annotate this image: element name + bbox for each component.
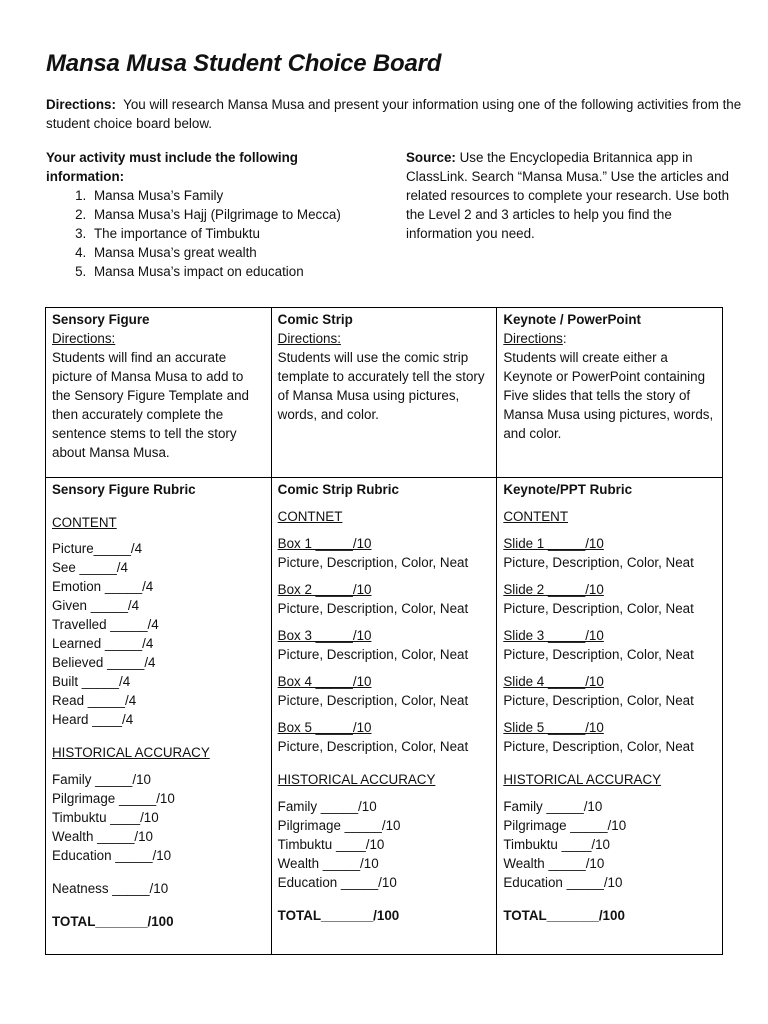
rubric-title: Sensory Figure Rubric [52,482,196,497]
rubric-item: Picture_____/4 [52,541,143,556]
option-directions-label: Directions [503,331,563,346]
rubric-comic-strip [271,478,497,955]
box-criteria: Picture, Description, Color, Neat [277,647,469,662]
rubric-item: Given _____/4 [52,598,140,613]
historical-item: Education _____/10 [277,875,397,890]
option-comic-strip [271,308,497,478]
option-directions-label: Directions: [277,331,341,346]
box-label: Box 5 _____/10 [277,720,372,735]
requirement-item: 3. The importance of Timbuktu [90,224,376,243]
rubric-item: Heard ____/4 [52,712,134,727]
rubric-item: Travelled _____/4 [52,617,159,632]
slide-label: Slide 1 _____/10 [503,536,604,551]
slide-criteria: Picture, Description, Color, Neat [503,693,694,708]
rubric-item: Believed _____/4 [52,655,156,670]
requirement-item: 5. Mansa Musa’s impact on education [90,262,376,281]
rubric-item: See _____/4 [52,560,128,575]
box-label: Box 1 _____/10 [277,536,372,551]
historical-item: Wealth _____/10 [503,856,605,871]
content-heading: CONTNET [277,509,343,524]
total-score: TOTAL_______/100 [52,914,174,929]
requirements-list [46,186,376,281]
source-label: Source: [406,150,456,165]
source-block [406,148,736,243]
historical-item: Education _____/10 [52,848,172,863]
requirements-heading: Your activity must include the following information: [46,150,298,184]
option-directions-text: Students will create either a Keynote or PowerPoint containing Five slides that tells the story of Mansa Musa using pictures, words, and color. [503,350,714,441]
option-title: Comic Strip [277,312,353,327]
historical-item: Wealth _____/10 [52,829,154,844]
slide-label: Slide 5 _____/10 [503,720,604,735]
rubric-item: Read _____/4 [52,693,137,708]
slide-criteria: Picture, Description, Color, Neat [503,647,694,662]
directions-label: Directions: [46,97,116,112]
option-directions-text: Students will find an accurate picture of Mansa Musa to add to the Sensory Figure Template and then accurately complete the sentence stems to tell the story about Mansa Musa. [52,350,250,460]
requirement-item: 4. Mansa Musa’s great wealth [90,243,376,262]
total-score: TOTAL_______/100 [503,908,625,923]
rubric-keynote-ppt [497,478,723,955]
historical-heading: HISTORICAL ACCURACY [503,772,662,787]
historical-item: Pilgrimage _____/10 [277,818,401,833]
option-keynote-powerpoint [497,308,723,478]
rubric-item: Built _____/4 [52,674,131,689]
option-directions-text: Students will use the comic strip template to accurately tell the story of Mansa Musa using pictures, words, and color. [277,350,485,422]
directions-text: You will research Mansa Musa and present your information using one of the following activities from the student choice board below. [46,97,742,131]
neatness-item: Neatness _____/10 [52,881,169,896]
slide-label: Slide 3 _____/10 [503,628,604,643]
requirement-item: 1. Mansa Musa’s Family [90,186,376,205]
slide-criteria: Picture, Description, Color, Neat [503,739,694,754]
requirements-block [46,148,376,281]
rubric-item: Emotion _____/4 [52,579,154,594]
total-score: TOTAL_______/100 [277,908,400,923]
rubric-sensory-figure [46,478,272,955]
historical-item: Timbuktu ____/10 [277,837,385,852]
box-criteria: Picture, Description, Color, Neat [277,601,469,616]
rubric-title: Comic Strip Rubric [277,482,399,497]
historical-item: Pilgrimage _____/10 [52,791,175,806]
slide-criteria: Picture, Description, Color, Neat [503,555,694,570]
box-label: Box 4 _____/10 [277,674,372,689]
historical-item: Pilgrimage _____/10 [503,818,627,833]
option-title: Keynote / PowerPoint [503,312,641,327]
option-directions-colon: : [562,331,567,346]
rubric-title: Keynote/PPT Rubric [503,482,633,497]
historical-heading: HISTORICAL ACCURACY [52,745,210,760]
rubrics-row [46,478,723,955]
content-heading: CONTENT [503,509,569,524]
choice-board-table [45,307,723,955]
rubric-item: Learned _____/4 [52,636,154,651]
option-directions-label: Directions: [52,331,116,346]
slide-label: Slide 4 _____/10 [503,674,604,689]
source-text: Use the Encyclopedia Britannica app in ClassLink. Search “Mansa Musa.” Use the articles and related resources to complete your research. Use both the Level 2 and 3 articles to help you find the information you need. [406,150,730,241]
box-label: Box 3 _____/10 [277,628,372,643]
historical-item: Wealth _____/10 [277,856,379,871]
box-criteria: Picture, Description, Color, Neat [277,693,469,708]
requirement-item: 2. Mansa Musa’s Hajj (Pilgrimage to Mecca) [90,205,376,224]
box-criteria: Picture, Description, Color, Neat [277,555,469,570]
slide-criteria: Picture, Description, Color, Neat [503,601,694,616]
historical-item: Family _____/10 [503,799,603,814]
option-title: Sensory Figure [52,312,150,327]
box-label: Box 2 _____/10 [277,582,372,597]
historical-item: Timbuktu ____/10 [52,810,159,825]
directions [46,95,746,133]
historical-item: Family _____/10 [52,772,151,787]
slide-label: Slide 2 _____/10 [503,582,604,597]
page-title: Mansa Musa Student Choice Board [46,50,442,77]
content-heading: CONTENT [52,515,117,530]
options-row [46,308,723,478]
option-sensory-figure [46,308,272,478]
historical-heading: HISTORICAL ACCURACY [277,772,436,787]
historical-item: Family _____/10 [277,799,377,814]
historical-item: Education _____/10 [503,875,623,890]
box-criteria: Picture, Description, Color, Neat [277,739,469,754]
historical-item: Timbuktu ____/10 [503,837,611,852]
